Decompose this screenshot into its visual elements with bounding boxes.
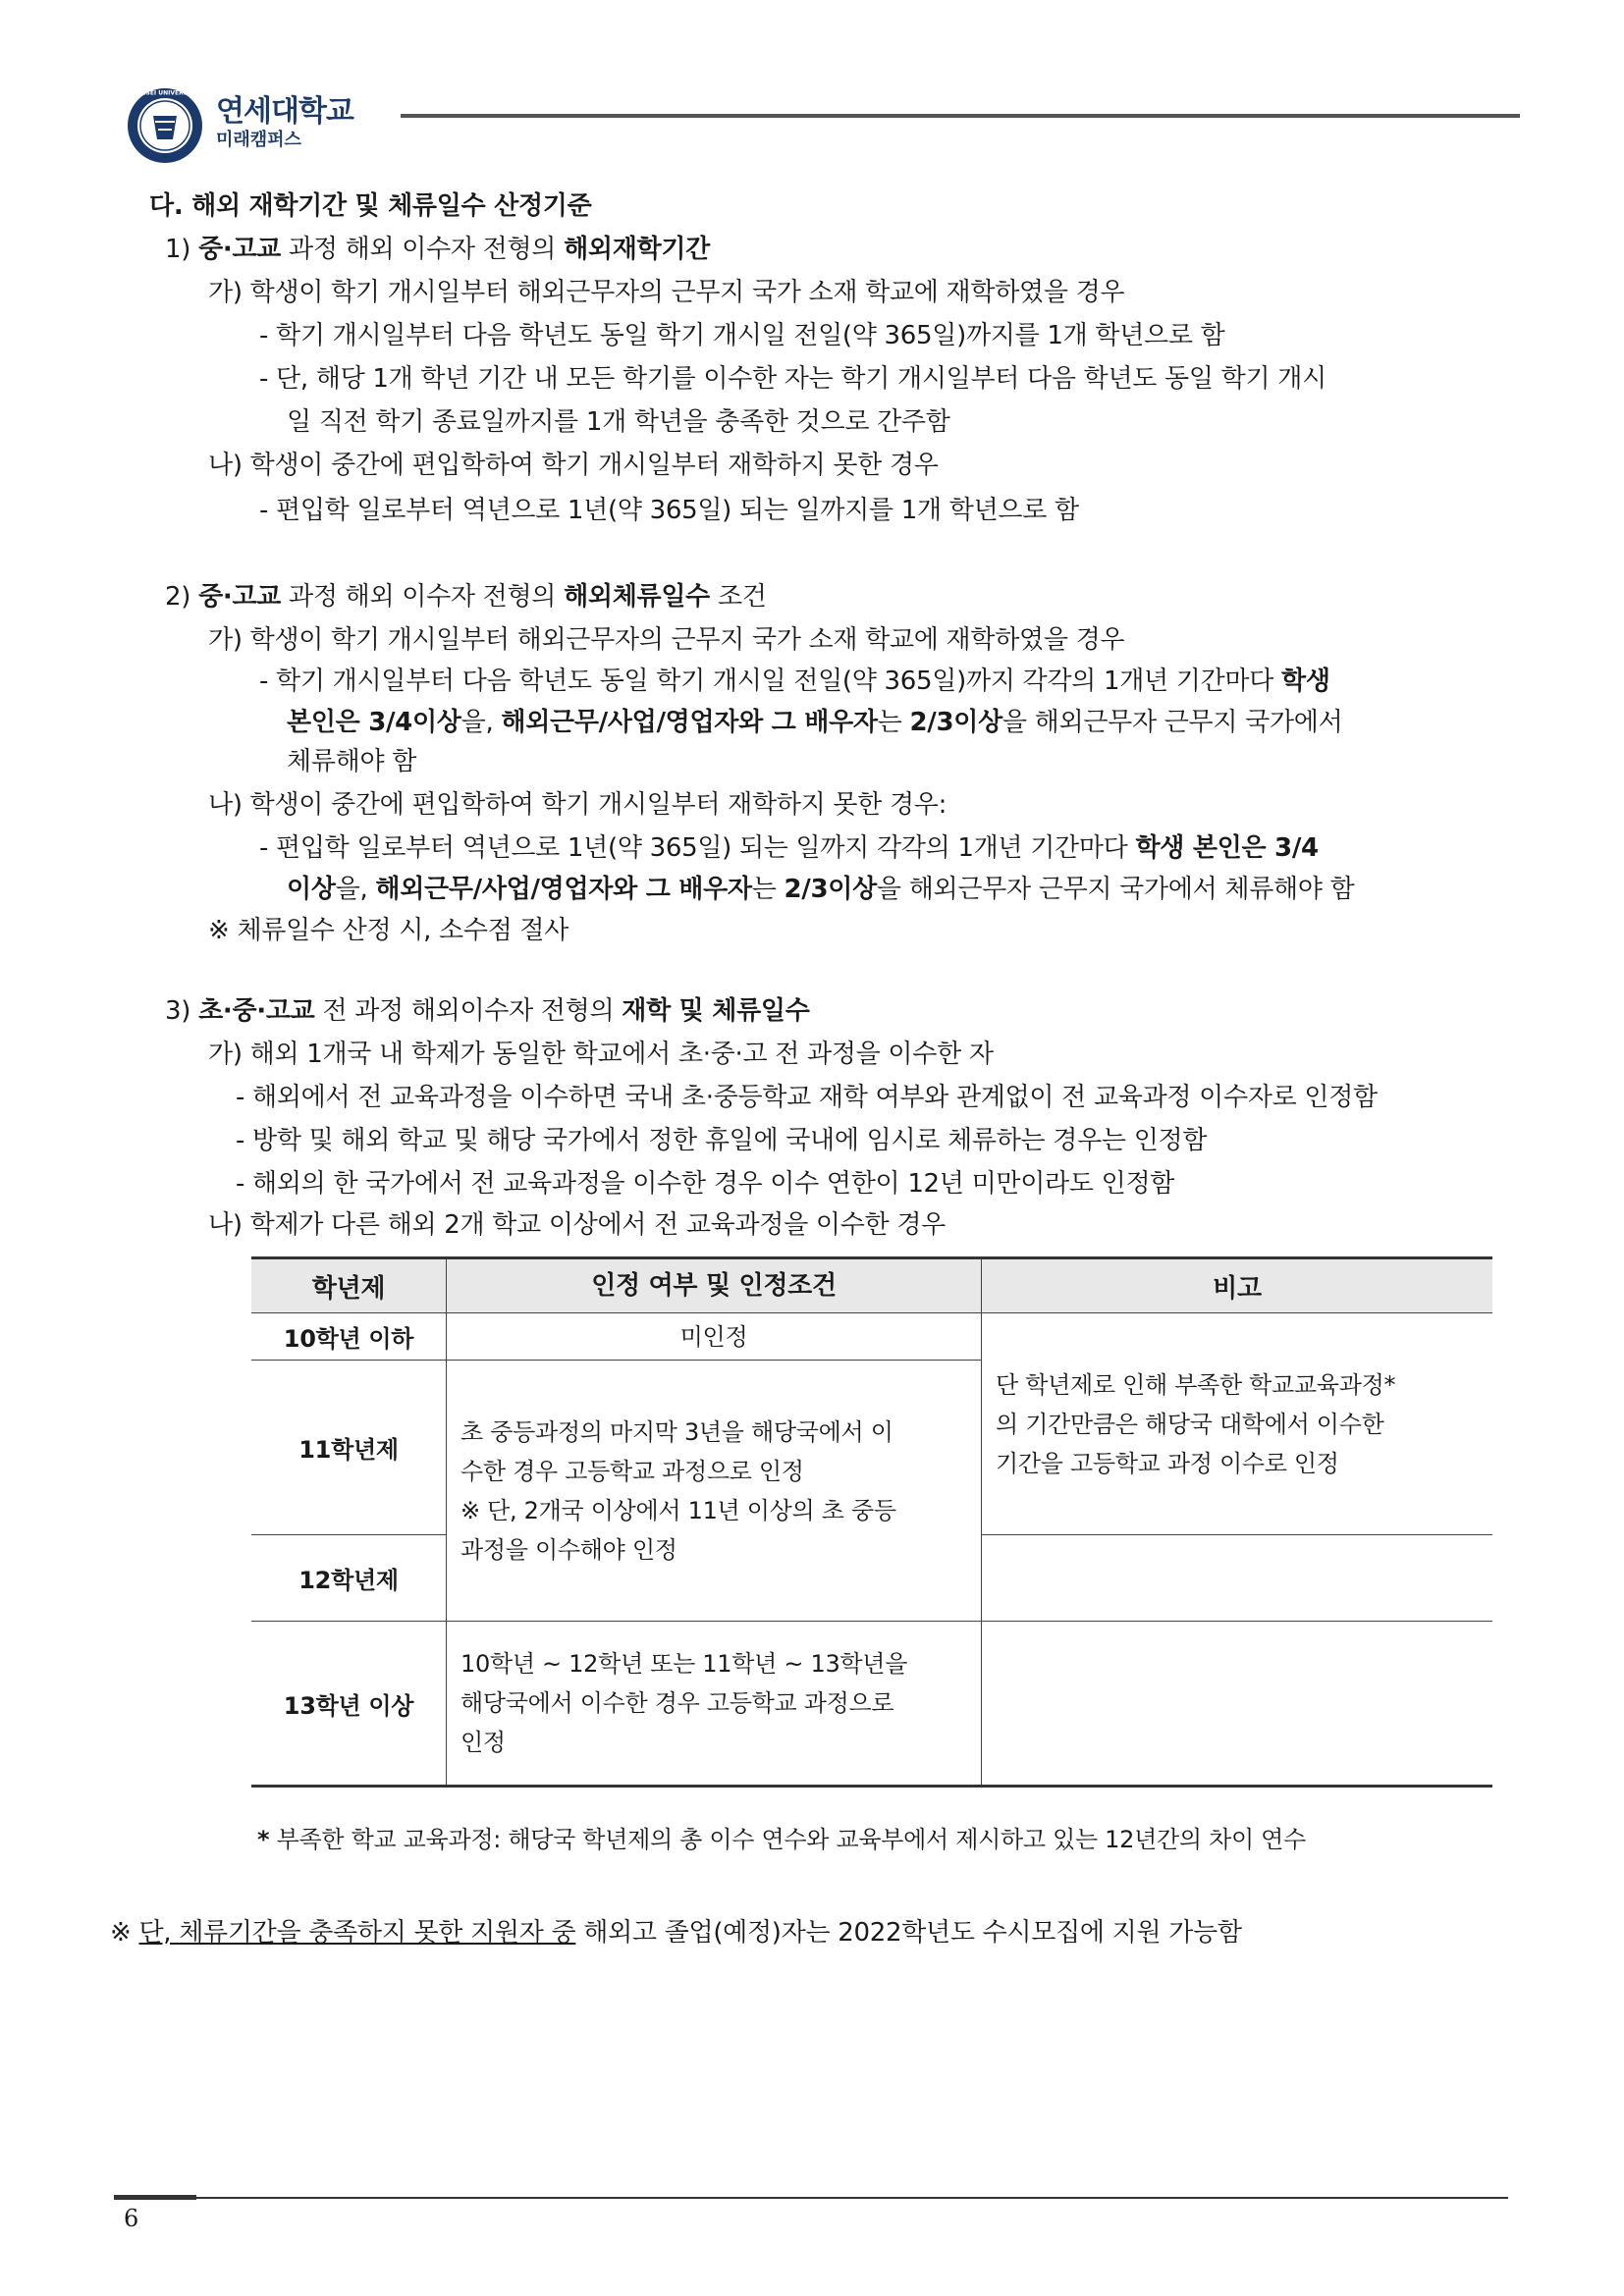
table-row xyxy=(251,1622,1492,1787)
condition-cell: 10학년 ~ 12학년 또는 11학년 ~ 13학년을 해당국에서 이수한 경우 고등학교 과정으로 인정 xyxy=(447,1622,982,1787)
remark-cell xyxy=(982,1535,1493,1622)
final-note: ※ 단, 체류기간을 충족하지 못한 지원자 중 해외고 졸업(예정)자는 2022학년도 수시모집에 지원 가능함 xyxy=(110,1918,1242,1948)
table-footnote: * 부족한 학교 교육과정: 해당국 학년제의 총 이수 연수와 교육부에서 제시하고 있는 12년간의 차이 연수 xyxy=(257,1826,1306,1853)
s1-ga-d2a: - 단, 해당 1개 학년 기간 내 모든 학기를 이수한 자는 학기 개시일부터 다음 학년도 동일 학기 개시 xyxy=(259,364,1326,394)
grade-cell: 11학년제 xyxy=(251,1361,447,1535)
s3-ga-d2: - 방학 및 해외 학교 및 해당 국가에서 정한 휴일에 국내에 임시로 체류하는 경우는 인정함 xyxy=(236,1126,1208,1155)
grade-recognition-table xyxy=(251,1256,1492,1788)
yonsei-seal-icon xyxy=(126,86,204,165)
table-header-cell: 학년제 xyxy=(251,1258,447,1313)
s1-heading: 1) 중·고교 과정 해외 이수자 전형의 해외재학기간 xyxy=(165,235,710,264)
grade-cell: 10학년 이하 xyxy=(251,1313,447,1361)
university-logo-text xyxy=(216,94,353,151)
s3-na: 나) 학제가 다른 해외 2개 학교 이상에서 전 교육과정을 이수한 경우 xyxy=(208,1210,946,1240)
s2-ga-d1a: - 학기 개시일부터 다음 학년도 동일 학기 개시일 전일(약 365일)까지 각각의 1개년 기간마다 학생 xyxy=(259,667,1330,696)
table-header-cell: 인정 여부 및 인정조건 xyxy=(447,1258,982,1313)
page-number: 6 xyxy=(124,2205,139,2232)
condition-cell: 미인정 xyxy=(447,1313,982,1361)
footer-divider xyxy=(114,2197,1508,2199)
page-header xyxy=(126,86,1520,165)
svg-text:YONSEI UNIVERSITY: YONSEI UNIVERSITY xyxy=(132,89,198,97)
s2-na-d1a: - 편입학 일로부터 역년으로 1년(약 365일) 되는 일까지 각각의 1개년 기간마다 학생 본인은 3/4 xyxy=(259,833,1319,863)
s3-ga: 가) 해외 1개국 내 학제가 동일한 학교에서 초·중·고 전 과정을 이수한 자 xyxy=(208,1040,994,1069)
footer-divider-accent xyxy=(114,2195,196,2200)
s1-ga-d1: - 학기 개시일부터 다음 학년도 동일 학기 개시일 전일(약 365일)까지를 1개 학년으로 함 xyxy=(259,321,1225,350)
grade-cell: 13학년 이상 xyxy=(251,1622,447,1787)
s1-na: 나) 학생이 중간에 편입학하여 학기 개시일부터 재학하지 못한 경우 xyxy=(208,451,939,480)
header-divider xyxy=(401,114,1520,118)
remark-cell: 단 학년제로 인해 부족한 학교교육과정* 의 기간만큼은 해당국 대학에서 이수한 기간을 고등학교 과정 이수로 인정 xyxy=(982,1313,1493,1535)
s3-ga-d1: - 해외에서 전 교육과정을 이수하면 국내 초·중등학교 재학 여부와 관계없이 전 교육과정 이수자로 인정함 xyxy=(236,1083,1378,1112)
university-name: 연세대학교 xyxy=(216,94,353,129)
table-row xyxy=(251,1313,1492,1361)
s2-note: ※ 체류일수 산정 시, 소수점 절사 xyxy=(208,916,569,945)
table-header-row xyxy=(251,1258,1492,1313)
remark-cell xyxy=(982,1622,1493,1787)
s2-na-d1b: 이상을, 해외근무/사업/영업자와 그 배우자는 2/3이상을 해외근무자 근무지 국가에서 체류해야 함 xyxy=(287,875,1355,904)
s3-heading: 3) 초·중·고교 전 과정 해외이수자 전형의 재학 및 체류일수 xyxy=(165,996,810,1026)
section-title: 다. 해외 재학기간 및 체류일수 산정기준 xyxy=(149,191,592,221)
s3-ga-d3: - 해외의 한 국가에서 전 교육과정을 이수한 경우 이수 연한이 12년 미만이라도 인정함 xyxy=(236,1169,1175,1199)
s1-ga-d2b: 일 직전 학기 종료일까지를 1개 학년을 충족한 것으로 간주함 xyxy=(287,407,950,437)
condition-cell: 초 중등과정의 마지막 3년을 해당국에서 이 수한 경우 고등학교 과정으로 인정 ※ 단, 2개국 이상에서 11년 이상의 초 중등 과정을 이수해야 인정 xyxy=(447,1361,982,1622)
s2-ga: 가) 학생이 학기 개시일부터 해외근무자의 근무지 국가 소재 학교에 재학하였을 경우 xyxy=(208,625,1125,655)
grade-cell: 12학년제 xyxy=(251,1535,447,1622)
s2-ga-d1b: 본인은 3/4이상을, 해외근무/사업/영업자와 그 배우자는 2/3이상을 해외근무자 근무지 국가에서 xyxy=(287,708,1343,737)
s2-heading: 2) 중·고교 과정 해외 이수자 전형의 해외체류일수 조건 xyxy=(165,582,767,612)
s2-ga-d1c: 체류해야 함 xyxy=(287,747,417,776)
campus-name: 미래캠퍼스 xyxy=(216,130,301,150)
s1-na-d1: - 편입학 일로부터 역년으로 1년(약 365일) 되는 일까지를 1개 학년으로 함 xyxy=(259,496,1079,525)
table-header-cell: 비고 xyxy=(982,1258,1493,1313)
s2-na: 나) 학생이 중간에 편입학하여 학기 개시일부터 재학하지 못한 경우: xyxy=(208,790,947,820)
s1-ga: 가) 학생이 학기 개시일부터 해외근무자의 근무지 국가 소재 학교에 재학하였을 경우 xyxy=(208,278,1125,307)
